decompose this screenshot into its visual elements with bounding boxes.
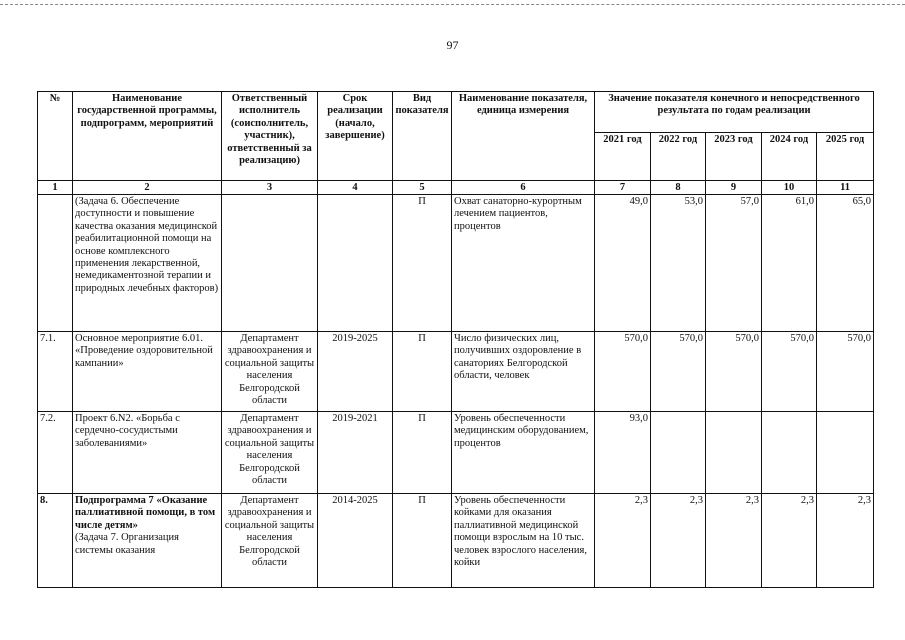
row-type: П: [393, 412, 452, 494]
row-name: Основное мероприятие 6.01. «Проведение оздоровительной кампании»: [73, 332, 222, 412]
row-period: [318, 195, 393, 332]
header-name: Наименование государственной программы, подпрограмм, мероприятий: [73, 92, 222, 181]
row-value-2021: 93,0: [595, 412, 651, 494]
row-no: [38, 195, 73, 332]
column-number: 1: [38, 181, 73, 195]
page-number: 97: [446, 38, 459, 52]
row-value-2023: 570,0: [706, 332, 762, 412]
row-no: 7.1.: [38, 332, 73, 412]
column-numbers-row: [38, 181, 874, 195]
row-value-2022: 570,0: [651, 332, 706, 412]
header-year: 2023 год: [706, 133, 762, 181]
row-name: (Задача 7. Организация системы оказания: [75, 532, 179, 556]
header-row-1: [38, 92, 874, 133]
column-number: 3: [222, 181, 318, 195]
column-number: 11: [817, 181, 874, 195]
row-value-2024: 570,0: [762, 332, 817, 412]
row-value-2025: 2,3: [817, 494, 874, 588]
header-executor: Ответственный исполнитель (соисполнитель, участник), ответственный за реализацию): [222, 92, 318, 181]
row-value-2021: 49,0: [595, 195, 651, 332]
row-type: П: [393, 195, 452, 332]
column-number: 6: [452, 181, 595, 195]
row-no: 8.: [38, 494, 73, 588]
row-value-2021: 2,3: [595, 494, 651, 588]
row-period: 2019-2021: [318, 412, 393, 494]
row-value-2024: 2,3: [762, 494, 817, 588]
column-number: 9: [706, 181, 762, 195]
table-row: [38, 195, 874, 332]
row-value-2022: 2,3: [651, 494, 706, 588]
row-value-2023: [706, 412, 762, 494]
row-value-2024: [762, 412, 817, 494]
row-indicator: Уровень обеспеченности медицинским оборудованием, процентов: [452, 412, 595, 494]
row-value-2022: 53,0: [651, 195, 706, 332]
header-period: Срок реализации (начало, завершение): [318, 92, 393, 181]
row-executor: Департамент здравоохранения и социальной защиты населения Белгородской области: [222, 494, 318, 588]
header-year: 2022 год: [651, 133, 706, 181]
row-type: П: [393, 332, 452, 412]
row-type: П: [393, 494, 452, 588]
row-value-2023: 57,0: [706, 195, 762, 332]
header-year: 2024 год: [762, 133, 817, 181]
row-period: 2014-2025: [318, 494, 393, 588]
row-no: 7.2.: [38, 412, 73, 494]
row-name: Проект 6.N2. «Борьба с сердечно-сосудистыми заболеваниями»: [73, 412, 222, 494]
column-number: 4: [318, 181, 393, 195]
row-indicator: Число физических лиц, получивших оздоровление в санаториях Белгородской области, человек: [452, 332, 595, 412]
header-type: Вид показателя: [393, 92, 452, 181]
row-indicator: Охват санаторно-курортным лечением пациентов, процентов: [452, 195, 595, 332]
page-top-rule: [0, 4, 905, 6]
row-period: 2019-2025: [318, 332, 393, 412]
subprogram-title: Подпрограмма 7 «Оказание паллиативной помощи, в том числе детям»: [75, 495, 216, 531]
row-executor: [222, 195, 318, 332]
column-number: 5: [393, 181, 452, 195]
row-value-2021: 570,0: [595, 332, 651, 412]
header-year: 2021 год: [595, 133, 651, 181]
header-no: №: [38, 92, 73, 181]
row-name-cell: [73, 494, 222, 588]
column-number: 8: [651, 181, 706, 195]
row-value-2025: [817, 412, 874, 494]
row-value-2023: 2,3: [706, 494, 762, 588]
row-executor: Департамент здравоохранения и социальной защиты населения Белгородской области: [222, 332, 318, 412]
row-value-2022: [651, 412, 706, 494]
row-executor: Департамент здравоохранения и социальной защиты населения Белгородской области: [222, 412, 318, 494]
table-row: [38, 494, 874, 588]
row-value-2024: 61,0: [762, 195, 817, 332]
indicators-table: [37, 91, 874, 588]
row-value-2025: 65,0: [817, 195, 874, 332]
column-number: 10: [762, 181, 817, 195]
header-values: Значение показателя конечного и непосредственного результата по годам реализации: [595, 92, 874, 133]
header-indicator: Наименование показателя, единица измерения: [452, 92, 595, 181]
table-row: [38, 412, 874, 494]
row-name: (Задача 6. Обеспечение доступности и повышение качества оказания медицинской реабилитационной помощи на основе комплексного применения лекарственной, немедикаментозной терапии и природных лечебных факторов): [73, 195, 222, 332]
row-value-2025: 570,0: [817, 332, 874, 412]
column-number: 7: [595, 181, 651, 195]
row-indicator: Уровень обеспеченности койками для оказания паллиативной медицинской помощи взрослым на 10 тыс. человек взрослого населения, койки: [452, 494, 595, 588]
column-number: 2: [73, 181, 222, 195]
header-year: 2025 год: [817, 133, 874, 181]
table-row: [38, 332, 874, 412]
